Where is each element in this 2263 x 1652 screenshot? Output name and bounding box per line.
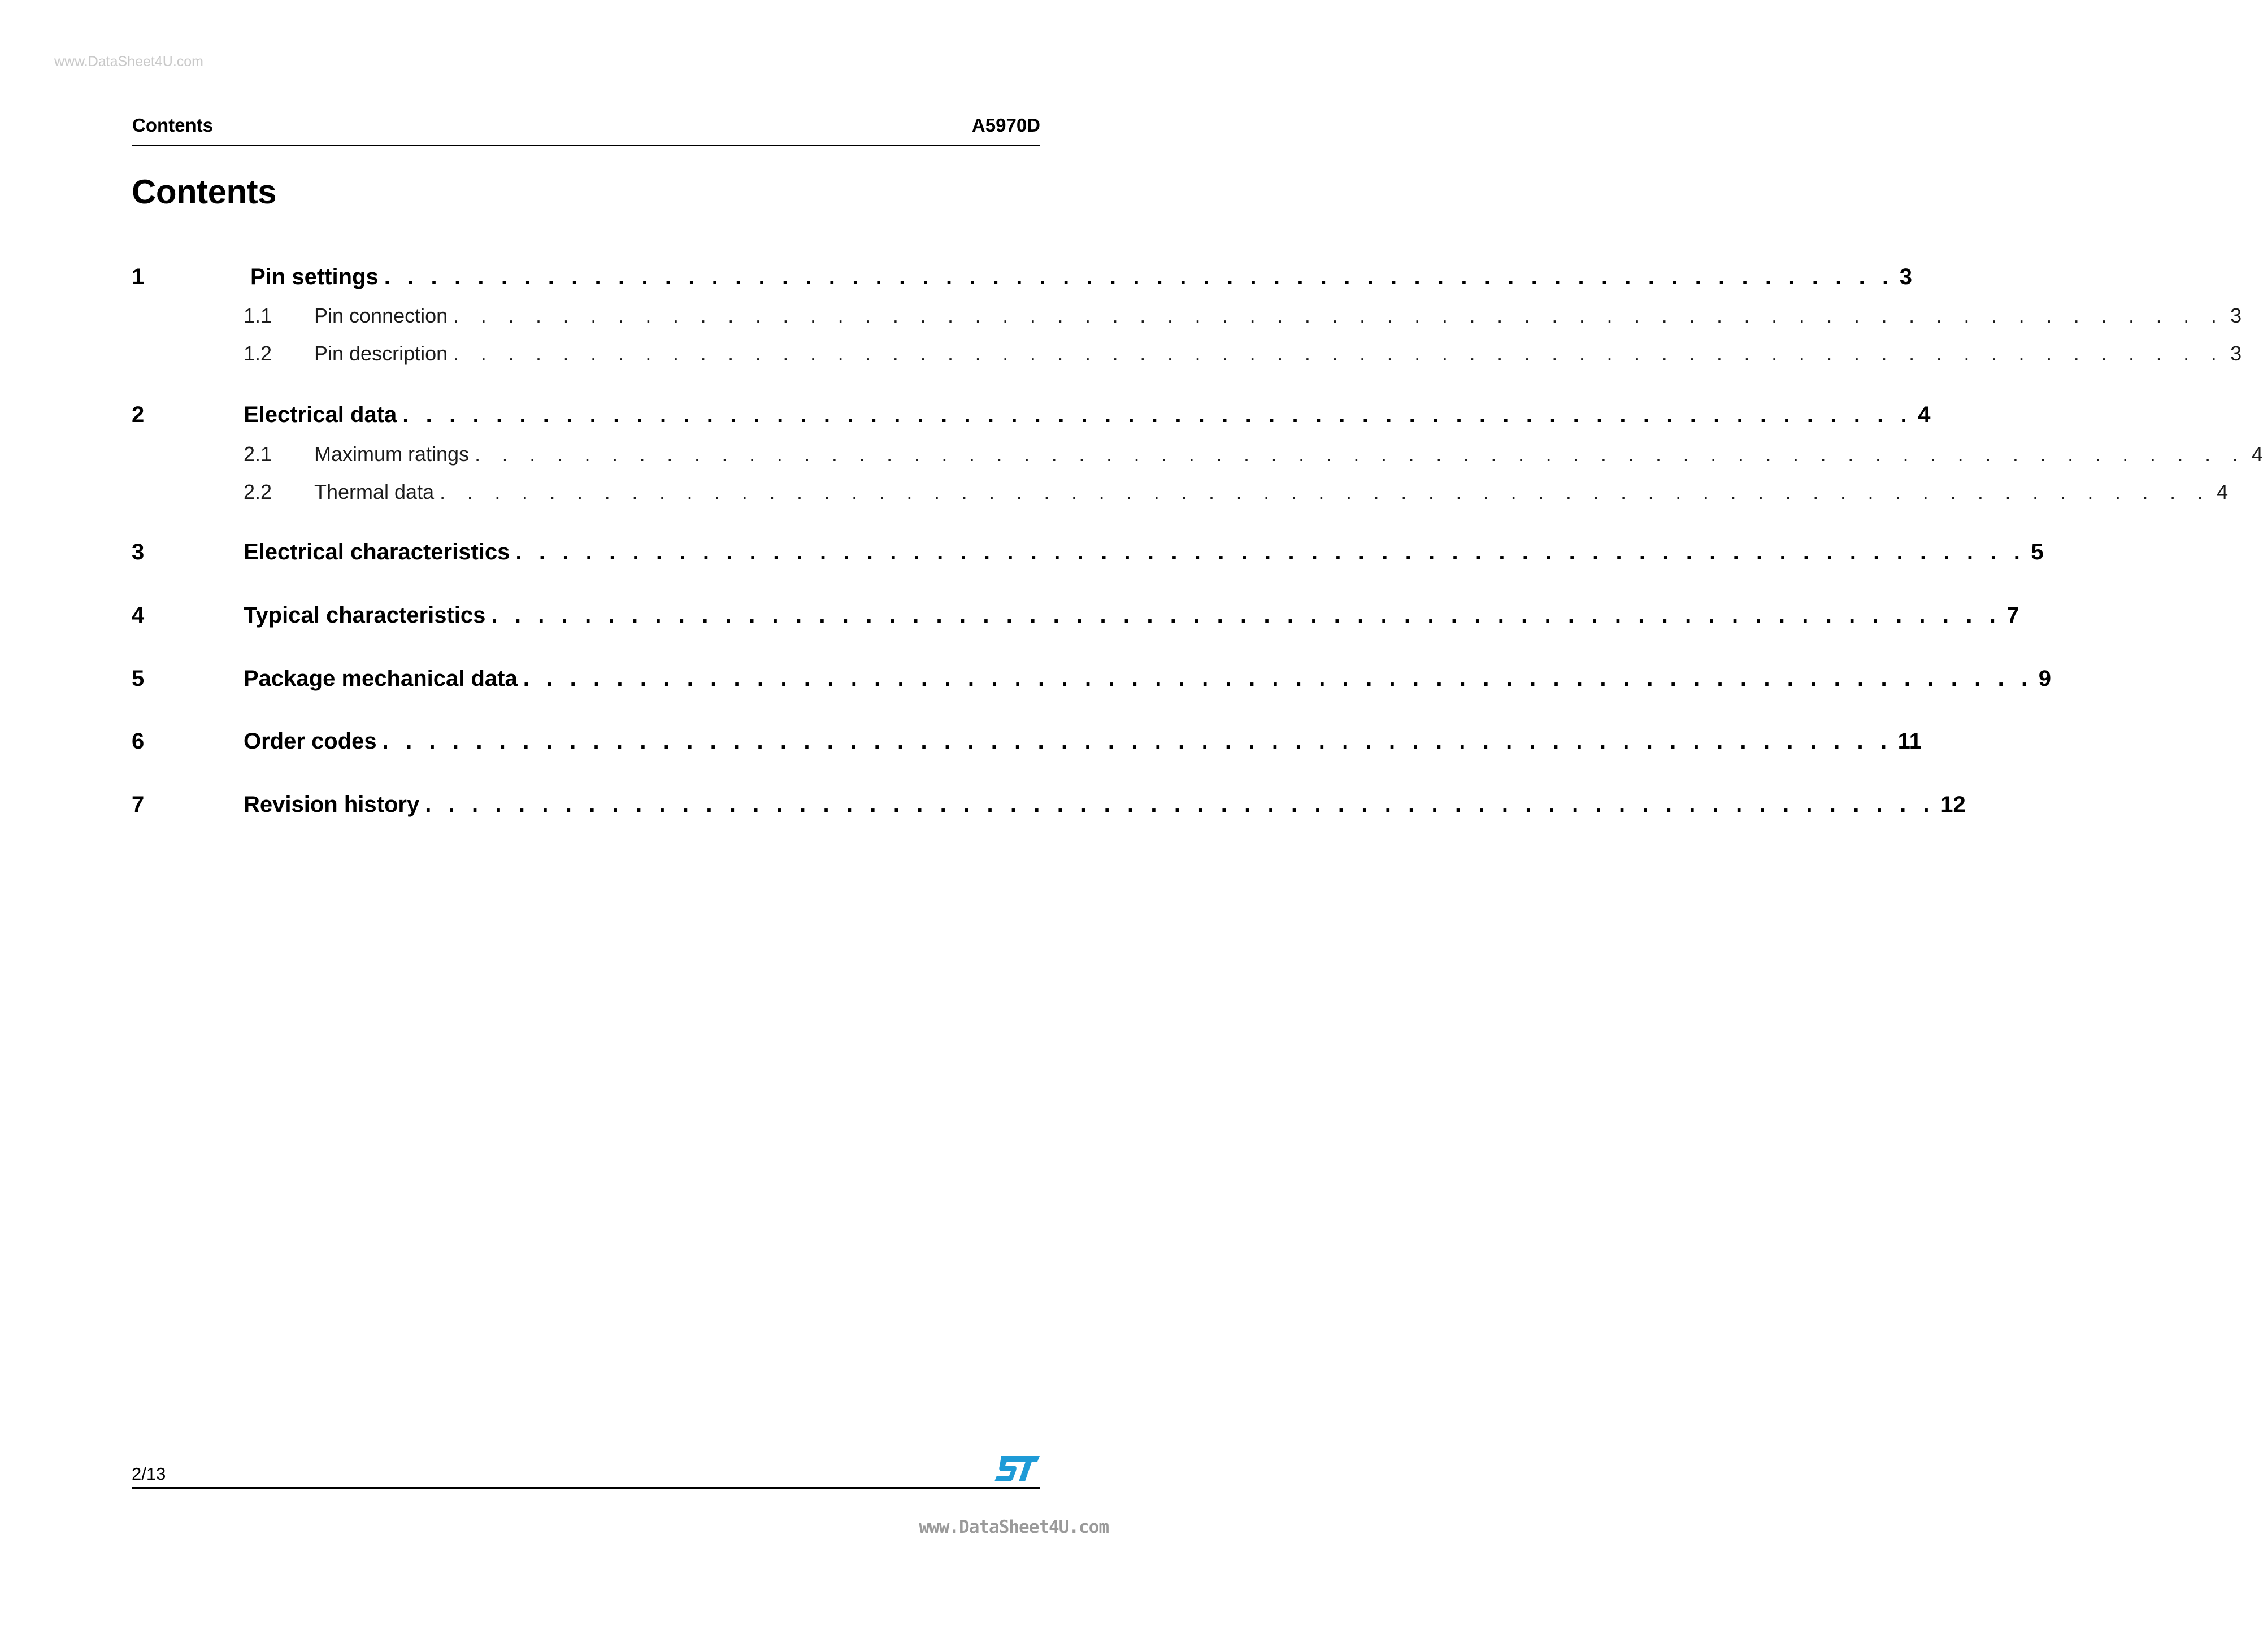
toc-entry[interactable]: [132, 540, 2044, 568]
toc-leader: . . . . . . . . . . . . . . . . . . . . . . . . . . . . . . . . . . . . . . . . . . . . . . . . . . . . . . . . . . . . . . . . .: [382, 729, 1892, 754]
toc-leader: . . . . . . . . . . . . . . . . . . . . . . . . . . . . . . . . . . . . . . . . . . . . . . . . . . . . . . . . . . . . . . . . .: [453, 304, 2225, 327]
toc-entry-page: 11: [1897, 729, 1922, 754]
header-rule: [132, 145, 1040, 146]
toc-entry-title: Revision history: [244, 792, 420, 817]
toc-entry-page: 7: [2006, 603, 2019, 628]
toc-entry-number: 2.2: [244, 480, 272, 503]
toc-leader: . . . . . . . . . . . . . . . . . . . . . . . . . . . . . . . . . . . . . . . . . . . . . . . . . . . . . . . . . . . . . . . . .: [491, 603, 2001, 628]
header-section-title: Contents: [132, 115, 213, 136]
header-part-number: A5970D: [971, 115, 1040, 136]
toc-leader: . . . . . . . . . . . . . . . . . . . . . . . . . . . . . . . . . . . . . . . . . . . . . . . . . . . . . . . . . . . . . . . . .: [384, 264, 1894, 289]
page-indicator: 2/13: [132, 1464, 166, 1484]
toc-entry-page: 3: [1899, 264, 1912, 289]
toc-entry-title: Pin settings: [250, 264, 379, 289]
toc-entry-page: 4: [2252, 442, 2263, 466]
toc-entry-title: Electrical characteristics: [244, 540, 510, 564]
toc-leader: . . . . . . . . . . . . . . . . . . . . . . . . . . . . . . . . . . . . . . . . . . . . . . . . . . . . . . . . . . . . . . . . .: [515, 540, 2026, 564]
toc-entry-number: 7: [132, 792, 145, 817]
footer-rule: [132, 1487, 1040, 1489]
toc-entry-page: 5: [2031, 540, 2044, 564]
toc-leader: . . . . . . . . . . . . . . . . . . . . . . . . . . . . . . . . . . . . . . . . . . . . . . . . . . . . . . . . . . . . . . . . .: [440, 480, 2212, 503]
toc-entry-title: Thermal data: [314, 480, 435, 503]
toc-entry-number: 1: [132, 264, 145, 289]
toc-entry-number: 5: [132, 666, 145, 691]
watermark-bottom: www.DataSheet4U.com: [919, 1517, 1109, 1537]
toc-entry-title: Typical characteristics: [244, 603, 486, 628]
toc-entry-page: 4: [1918, 402, 1931, 427]
toc-subentry[interactable]: [132, 342, 2242, 370]
toc-entry-title: Pin connection: [314, 304, 448, 327]
toc-entry-page: 12: [1940, 792, 1966, 817]
toc-subentry[interactable]: [132, 304, 2242, 332]
toc-entry[interactable]: [132, 666, 2051, 694]
toc-leader: . . . . . . . . . . . . . . . . . . . . . . . . . . . . . . . . . . . . . . . . . . . . . . . . . . . . . . . . . . . . . . . . .: [453, 342, 2225, 365]
page-title: Contents: [132, 173, 276, 211]
toc-entry-number: 1.2: [244, 342, 272, 365]
toc-entry-title: Electrical data: [244, 402, 397, 427]
toc-entry-number: 2.1: [244, 442, 272, 466]
toc-entry-number: 4: [132, 603, 145, 628]
toc-entry-title: Package mechanical data: [244, 666, 518, 691]
toc-entry-title: Maximum ratings: [314, 442, 470, 466]
toc-entry-number: 6: [132, 729, 145, 754]
st-logo-icon: [994, 1454, 1040, 1483]
toc-subentry[interactable]: [132, 480, 2229, 508]
toc-entry[interactable]: [132, 792, 1966, 820]
watermark-top: www.DataSheet4U.com: [54, 54, 204, 69]
toc-entry-number: 2: [132, 402, 145, 427]
toc-entry[interactable]: [132, 729, 1922, 757]
toc-entry-page: 9: [2038, 666, 2051, 691]
toc-leader: . . . . . . . . . . . . . . . . . . . . . . . . . . . . . . . . . . . . . . . . . . . . . . . . . . . . . . . . . . . . . . . . .: [402, 402, 1913, 427]
toc-entry-number: 3: [132, 540, 145, 564]
toc-entry[interactable]: [132, 402, 1931, 431]
toc-leader: . . . . . . . . . . . . . . . . . . . . . . . . . . . . . . . . . . . . . . . . . . . . . . . . . . . . . . . . . . . . . . . . .: [475, 442, 2247, 466]
toc-entry-number: 1.1: [244, 304, 272, 327]
toc-leader: . . . . . . . . . . . . . . . . . . . . . . . . . . . . . . . . . . . . . . . . . . . . . . . . . . . . . . . . . . . . . . . . .: [523, 666, 2033, 691]
toc-entry[interactable]: [132, 603, 2019, 631]
toc-entry-title: Pin description: [314, 342, 448, 365]
toc-entry-page: 4: [2217, 480, 2229, 503]
toc-entry-page: 3: [2230, 342, 2242, 365]
toc-leader: . . . . . . . . . . . . . . . . . . . . . . . . . . . . . . . . . . . . . . . . . . . . . . . . . . . . . . . . . . . . . . . . .: [425, 792, 1935, 817]
toc-entry-title: Order codes: [244, 729, 377, 754]
toc-entry[interactable]: [132, 264, 1912, 293]
toc-entry-page: 3: [2230, 304, 2242, 327]
toc-subentry[interactable]: [132, 442, 2263, 471]
